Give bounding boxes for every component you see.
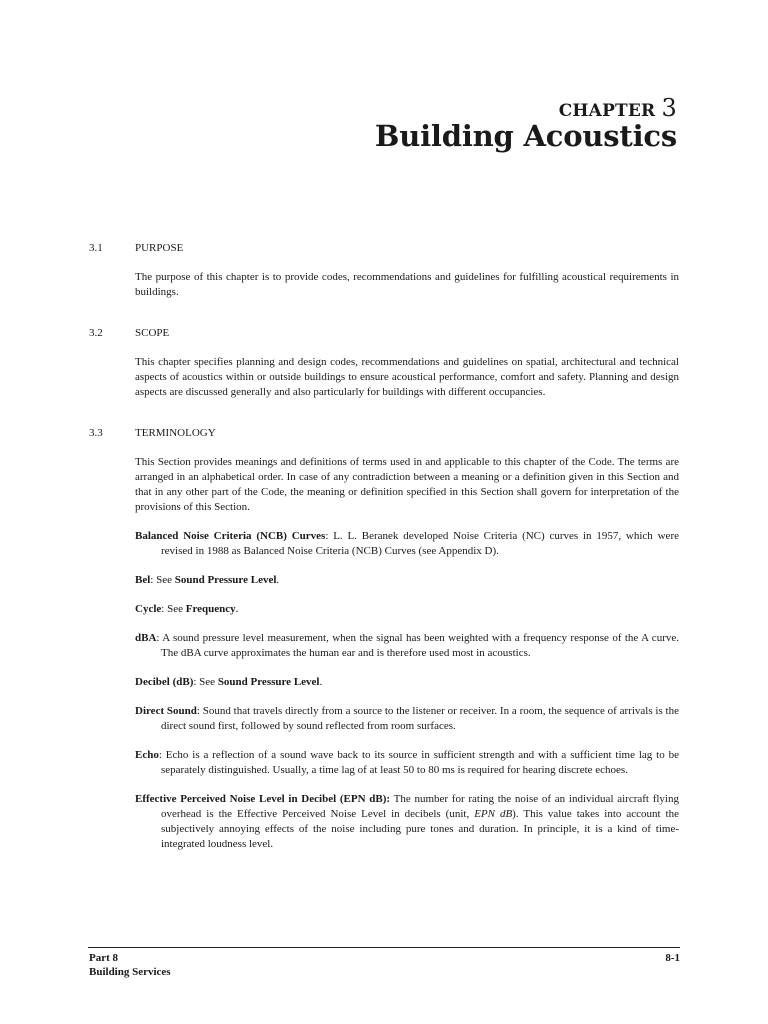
chapter-number: 3 — [661, 94, 677, 122]
term-name: Balanced Noise Criteria (NCB) Curves — [135, 530, 326, 542]
term-entry: Balanced Noise Criteria (NCB) Curves: L. L. Beranek developed Noise Criteria (NC) curves in 1957, which were revised in 1988 as Balanced Noise Criteria (NCB) Curves (see Appendix D). — [135, 530, 679, 557]
term-reference: Sound Pressure Level — [174, 574, 277, 586]
term-name: Echo — [135, 749, 159, 761]
section-paragraph-purpose: The purpose of this chapter is to provide codes, recommendations and guidelines for fulfilling acoustical requirements in buildings. — [135, 271, 679, 298]
term-entry: Echo: Echo is a reflection of a sound wave back to its source in sufficient strength and with a sufficient time lag to be separately distinguished. Usually, a time lag of at least 50 to 80 ms is required for hearing discrete echoes. — [135, 749, 679, 776]
term-unit: EPN dB — [474, 808, 513, 820]
section-title: PURPOSE — [135, 242, 184, 254]
term-entry: Bel: See Sound Pressure Level. — [135, 574, 280, 586]
footer-part: Part 8 — [89, 952, 119, 964]
section-number: 3.2 — [89, 327, 103, 339]
term-definition: L. L. Beranek developed Noise Criteria (NC) curves in 1957, which were revised in 1988 as Balanced Noise Criteria (NCB) Curves (see Appendix D). — [161, 530, 679, 557]
chapter-word: CHAPTER — [558, 101, 656, 121]
term-name: Direct Sound — [135, 705, 197, 717]
term-name: dBA — [135, 632, 157, 644]
chapter-title: Building Acoustics — [374, 119, 677, 153]
term-definition: Echo is a reflection of a sound wave back to its source in sufficient strength and with a sufficient time lag to be separately distinguished. Usually, a time lag of at least 50 to 80 ms is required for hearing discrete echoes. — [161, 749, 679, 776]
term-definition-continued: ). This value takes into account the subjectively annoying effects of the noise including pure tones and duration. In principle, it is a kind of time-integrated loudness level. — [161, 808, 679, 850]
section-heading-terminology — [89, 426, 679, 441]
term-name: Bel — [135, 574, 151, 586]
term-name: Effective Perceived Noise Level in Decibel (EPN dB): — [135, 793, 391, 805]
footer-divider — [88, 947, 680, 948]
term-definition: See — [199, 676, 218, 688]
term-entry: dBA: A sound pressure level measurement, when the signal has been weighted with a frequency response of the A curve. The dBA curve approximates the human ear and is therefore used most in acoustics. — [135, 632, 679, 659]
term-definition: See — [156, 574, 175, 586]
term-reference: Frequency — [185, 603, 236, 615]
term-entry: Cycle: See Frequency. — [135, 603, 239, 615]
term-name: Cycle — [135, 603, 162, 615]
page-number: 8-1 — [665, 952, 680, 964]
section-paragraph-scope: This chapter specifies planning and design codes, recommendations and guidelines on spatial, architectural and technical aspects of acoustics within or outside buildings to ensure acoustical performance, comfort and safety. Planning and design aspects are discussed generally and also particularly for buildings with different occupancies. — [135, 356, 679, 398]
section-heading-purpose — [89, 241, 679, 256]
term-definition: See — [167, 603, 186, 615]
section-number: 3.1 — [89, 242, 103, 254]
main-content — [89, 241, 679, 852]
section-title: TERMINOLOGY — [135, 427, 216, 439]
term-entry: Decibel (dB): See Sound Pressure Level. — [135, 676, 323, 688]
term-reference: Sound Pressure Level — [217, 676, 320, 688]
section-title: SCOPE — [135, 327, 170, 339]
term-entry — [135, 792, 679, 852]
section-number: 3.3 — [89, 427, 103, 439]
section-paragraph-terminology: This Section provides meanings and definitions of terms used in and applicable to this chapter of the Code. The terms are arranged in an alphabetical order. In case of any contradiction between a meaning or a definition given in this Section and that in any other part of the Code, the meaning or definition specified in this Section shall govern for interpretation of the provisions of this Section. — [135, 456, 679, 513]
footer-part-info — [89, 951, 171, 979]
term-definition: Sound that travels directly from a source to the listener or receiver. In a room, the sequence of arrivals is the direct sound first, followed by sound reflected from room surfaces. — [161, 705, 679, 732]
chapter-label — [559, 94, 677, 122]
term-definition: A sound pressure level measurement, when the signal has been weighted with a frequency response of the A curve. The dBA curve approximates the human ear and is therefore used most in acoustics. — [161, 632, 679, 659]
term-name: Decibel (dB) — [135, 676, 194, 688]
term-entry: Direct Sound: Sound that travels directly from a source to the listener or receiver. In a room, the sequence of arrivals is the direct sound first, followed by sound reflected from room surfaces. — [135, 705, 679, 732]
term-definition: The number for rating the noise of an individual aircraft flying overhead is the Effective Perceived Noise Level in decibels (unit, — [161, 793, 679, 820]
footer-part-title: Building Services — [89, 966, 171, 978]
section-heading-scope — [89, 326, 679, 341]
